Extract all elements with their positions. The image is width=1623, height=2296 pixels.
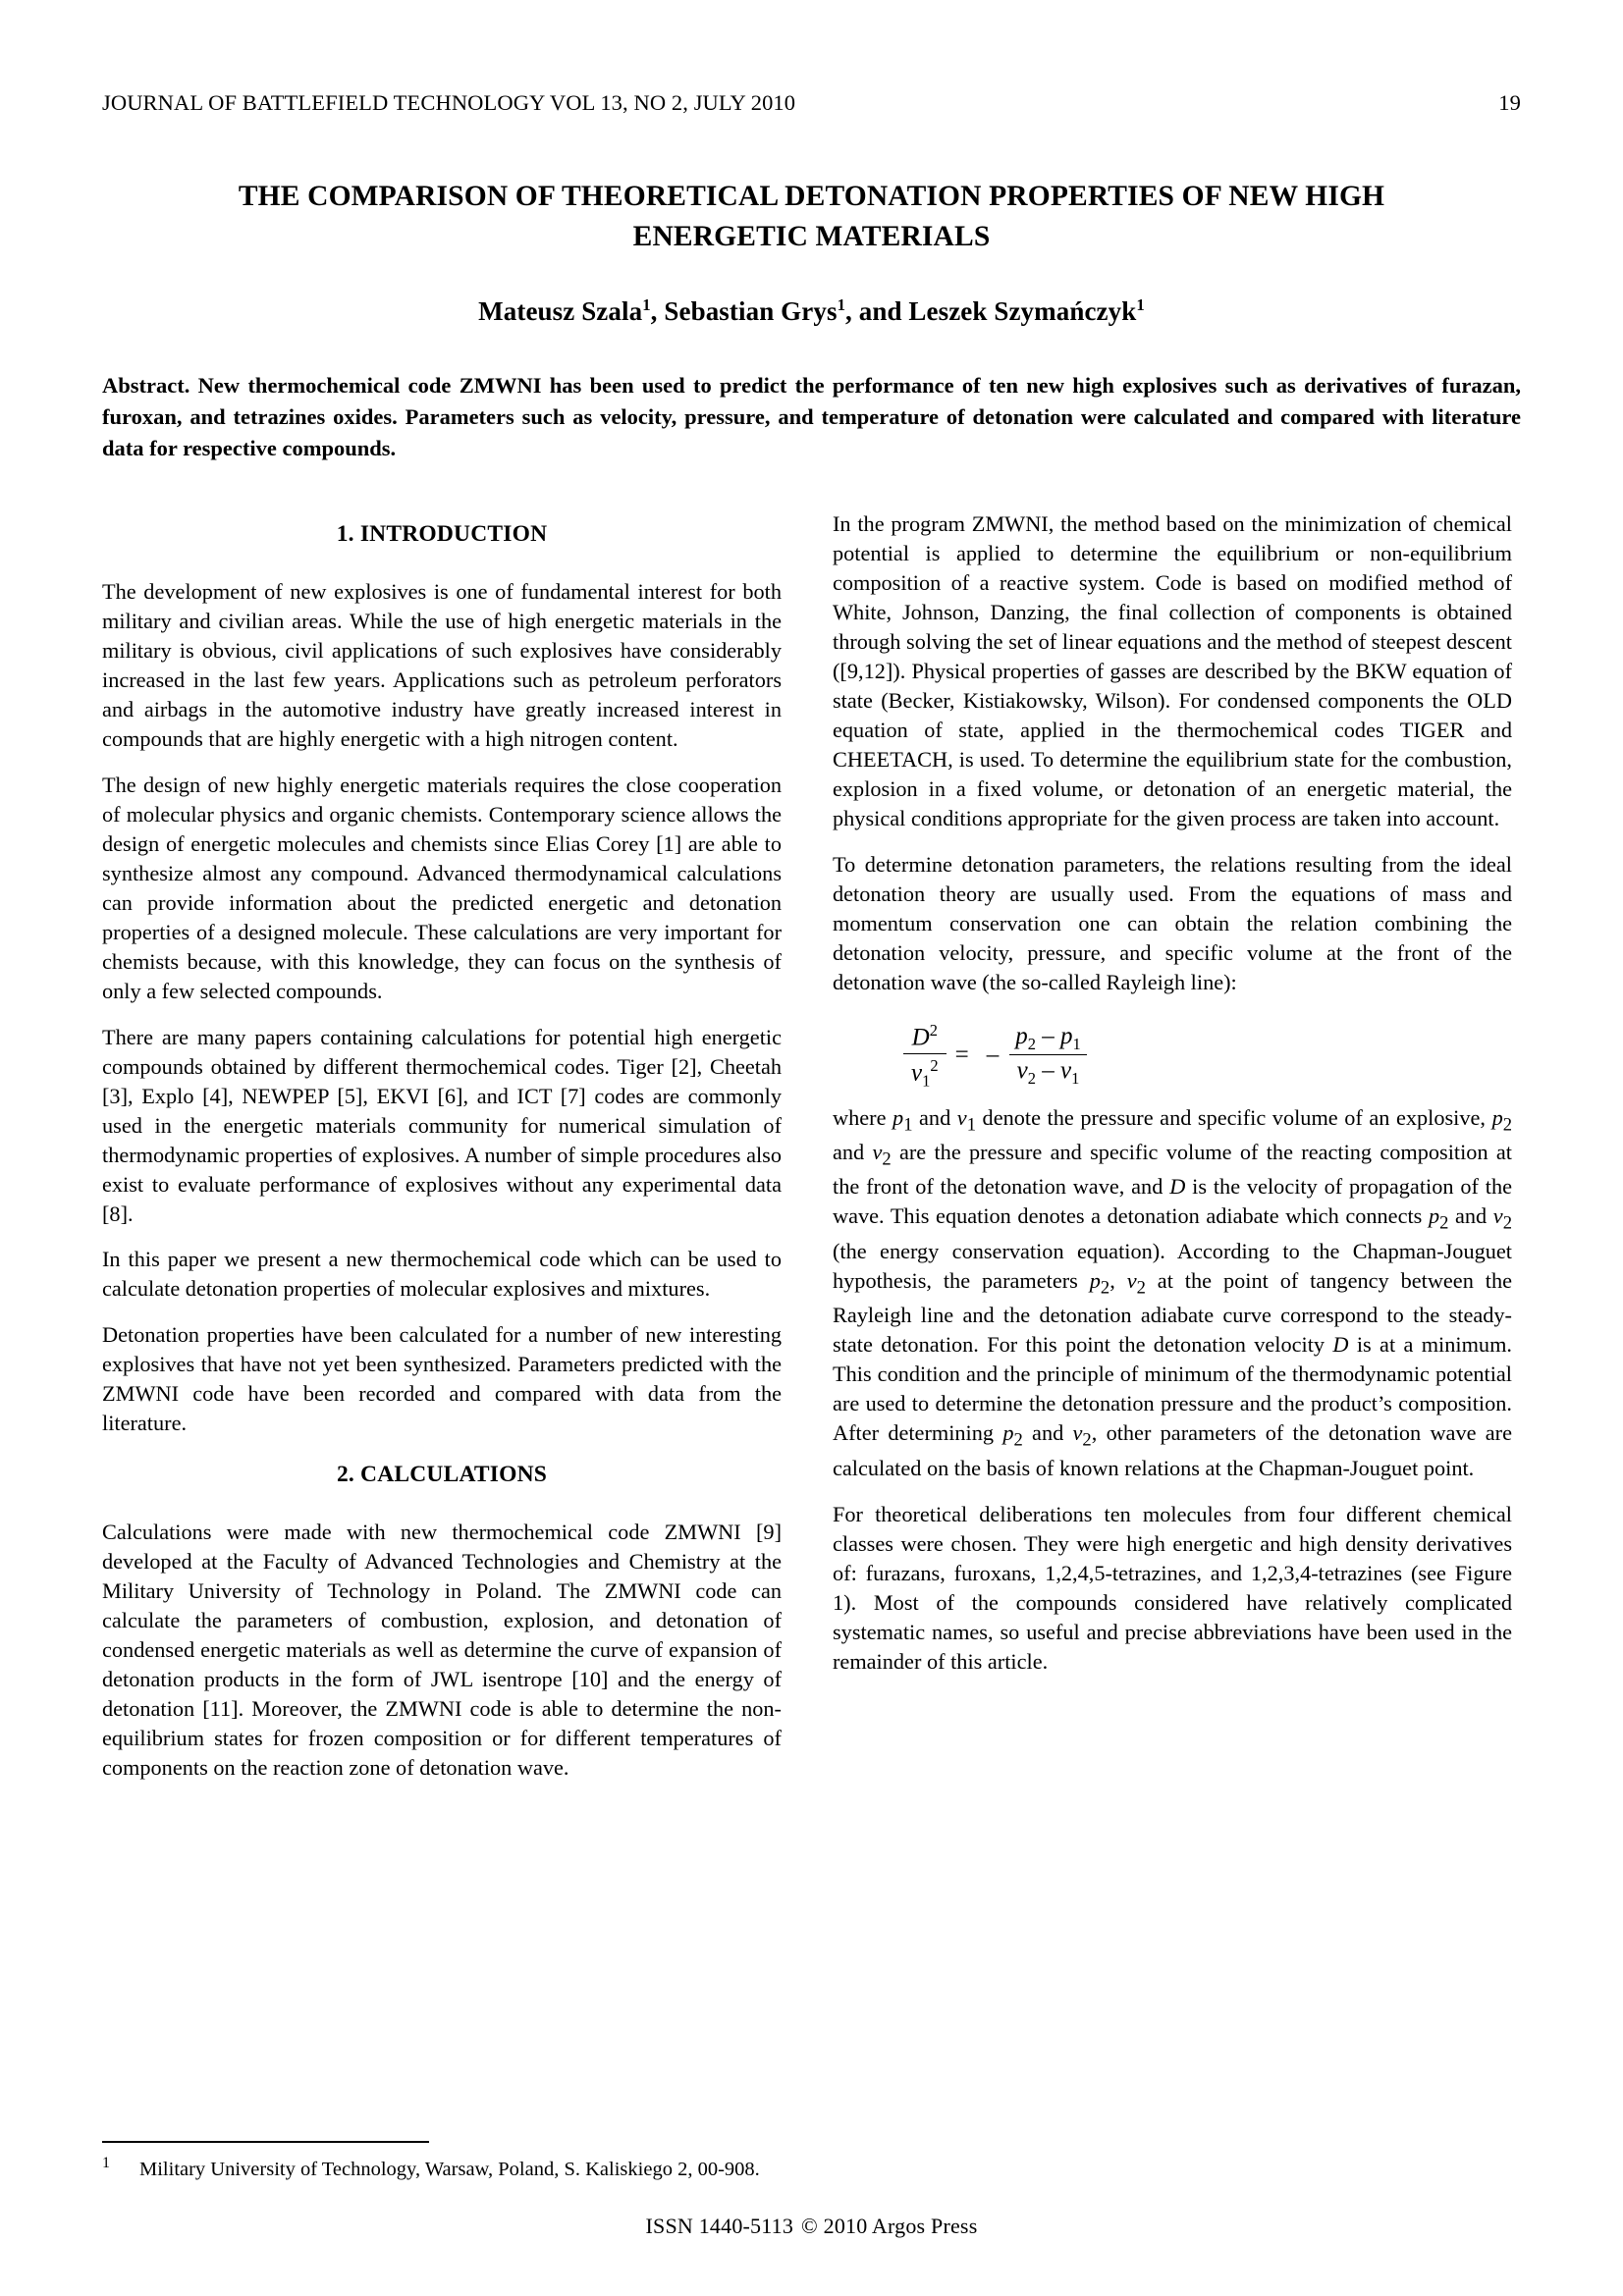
body-columns bbox=[102, 509, 1521, 1783]
equation-rhs-fraction bbox=[1007, 1024, 1089, 1088]
author-2-affiliation-mark: 1 bbox=[837, 295, 846, 315]
footnote-separator-rule bbox=[102, 2141, 429, 2143]
equation-rhs-numerator bbox=[1007, 1024, 1089, 1054]
equation-var-v2: v bbox=[1016, 1057, 1028, 1085]
section-heading-introduction: 1. INTRODUCTION bbox=[336, 521, 548, 548]
footnote bbox=[102, 2154, 1521, 2182]
paragraph: To determine detonation parameters, the relations resulting from the ideal detonation theory are usually used. From the equations of mass and momentum conservation one can obtain the relation combining the detonation velocity, pressure, and specific volume at the front of the detonation wave (the so-called Rayleigh line): bbox=[833, 852, 1512, 994]
equation-var-p1: p bbox=[1059, 1022, 1073, 1049]
page-title bbox=[153, 177, 1470, 256]
section-heading-calculations: 2. CALCULATIONS bbox=[336, 1462, 548, 1488]
equation-lhs-denominator bbox=[903, 1053, 947, 1090]
author-2-name: Sebastian Grys bbox=[664, 296, 838, 327]
equation-lhs-fraction bbox=[903, 1022, 947, 1090]
right-column bbox=[833, 509, 1512, 1783]
author-1-name: Mateusz Szala bbox=[478, 296, 643, 327]
author-3-name: Leszek Szymańczyk bbox=[908, 296, 1137, 327]
equation-var-v: v bbox=[911, 1059, 923, 1087]
paragraph: where $p_1$ and $v_1$ denote the pressure and specific volume of an explosive, $p_2$ and $v_2$ are the pressure and specific volume of the reacting composition at the front of the detonation wave, and D is the velocity of propagation of the wave. This equation denotes a detonation adiabate which connects $p_2$ and $v_2$ (the energy conservation equation). According to the Chapman-Jouguet hypothesis, the parameters $p_2$, $v_2$ at the point of tangency between the Rayleigh line and the detonation adiabate curve correspond to the steady-state detonation. For this point the detonation velocity D is at a minimum. This condition and the principle of minimum of the thermodynamic potential are used to determine the detonation pressure and the product’s composition. After determining $p_2$ and $v_2$, other parameters of the detonation wave are calculated on the basis of known relations at the Chapman-Jouguet point. bbox=[833, 1104, 1513, 1480]
equation-exponent: 2 bbox=[930, 1055, 939, 1075]
equation-operator: – bbox=[1042, 1057, 1055, 1085]
abstract bbox=[102, 370, 1521, 464]
author-1-affiliation-mark: 1 bbox=[642, 295, 651, 315]
paragraph: In this paper we present a new thermochemical code which can be used to calculate detonation properties of molecular explosives and mixtures. bbox=[102, 1247, 782, 1302]
author-separator-1: , bbox=[650, 296, 665, 327]
equation-operator: – bbox=[1042, 1022, 1055, 1049]
paragraph: Calculations were made with new thermochemical code ZMWNI [9] developed at the Faculty of Advanced Technologies and Chemistry at the Military University of Technology in Poland. The ZMWNI code can calculate the parameters of combustion, explosion, and detonation of condensed energetic materials as well as determine the curve of expansion of detonation products in the form of JWL isentrope [10] and the energy of detonation [11]. Moreover, the ZMWNI code is able to determine the non-equilibrium states for frozen composition or for different temperatures of components on the reaction zone of detonation wave. bbox=[102, 1519, 782, 1780]
equation-rhs-denominator bbox=[1009, 1054, 1088, 1087]
author-separator-2: , and bbox=[845, 296, 909, 327]
paragraph: Detonation properties have been calculated for a number of new interesting explosives that have not yet been synthesized. Parameters predicted with the ZMWNI code have been recorded and compared with data from the literature. bbox=[102, 1322, 782, 1436]
paragraph: The design of new highly energetic materials requires the close cooperation of molecular physics and organic chemists. Contemporary science allows the design of energetic molecules and chemists since Elias Corey [1] are able to synthesize almost any compound. Advanced thermodynamical calculations can provide information about the predicted energetic and detonation properties of a designed molecule. These calculations are very important for chemists because, with this knowledge, they can focus on the synthesis of only a few selected compounds. bbox=[102, 772, 782, 1003]
equation-subscript: 1 bbox=[1071, 1069, 1080, 1089]
equation-lhs-numerator bbox=[904, 1022, 946, 1053]
left-column bbox=[102, 509, 782, 1783]
paragraph: In the program ZMWNI, the method based on the minimization of chemical potential is applied to determine the equilibrium or non-equilibrium composition of a reactive system. Code is based on modified method of White, Johnson, Danzing, the final collection of components is obtained through solving the set of linear equations and the method of steepest descent ([9,12]). Physical properties of gasses are described by the BKW equation of state (Becker, Kistiakowsky, Wilson). For condensed components the OLD equation of state, applied in the thermochemical codes TIGER and CHEETACH, is used. To determine the equilibrium state for the combustion, explosion in a fixed volume, or detonation of an energetic material, the physical conditions appropriate for the given process are taken into account. bbox=[833, 511, 1512, 831]
abstract-label: Abstract. bbox=[102, 373, 190, 399]
page-number: 19 bbox=[1498, 90, 1521, 115]
equation-subscript: 2 bbox=[1027, 1034, 1036, 1053]
paragraph: There are many papers containing calculations for potential high energetic compounds obtained by different thermochemical codes. Tiger [2], Cheetah [3], Explo [4], NEWPEP [5], EKVI [6], and ICT [7] codes are commonly used in the energetic materials community for numerical simulation of thermodynamic properties of explosives. A number of simple procedures also exist to evaluate performance of explosives without any experimental data [8]. bbox=[102, 1024, 782, 1226]
equation-subscript: 1 bbox=[922, 1071, 931, 1091]
equation-var-v1: v bbox=[1059, 1057, 1072, 1085]
footnote-text: Military University of Technology, Warsaw, Poland, S. Kaliskiego 2, 00-908. bbox=[139, 2158, 760, 2180]
equation-exponent: 2 bbox=[929, 1020, 938, 1040]
rayleigh-line-equation bbox=[833, 1014, 1512, 1103]
footnote-area bbox=[102, 2141, 1521, 2182]
equation-minus-sign: – bbox=[986, 1041, 1000, 1069]
paragraph: For theoretical deliberations ten molecules from four different chemical classes were chosen. They were high energetic and high density derivatives of: furazans, furoxans, 1,2,4,5-tetrazines, and 1,2,3,4-tetrazines (see Figure 1). Most of the compounds considered have relatively complicated systematic names, so useful and precise abbreviations have been used in the remainder of this article. bbox=[833, 1501, 1512, 1674]
title-line-1: THE COMPARISON OF THEORETICAL DETONATION PROPERTIES OF NEW HIGH bbox=[238, 181, 1385, 212]
author-list bbox=[102, 295, 1521, 327]
copyright-text: © 2010 Argos Press bbox=[801, 2214, 978, 2238]
abstract-text: New thermochemical code ZMWNI has been used to predict the performance of ten new high explosives such as derivatives of furazan, furoxan, and tetrazines oxides. Parameters such as velocity, pressure, and temperature of detonation were calculated and compared with literature data for respective compounds. bbox=[102, 373, 1521, 461]
footnote-mark: 1 bbox=[102, 2154, 110, 2171]
title-line-2: ENERGETIC MATERIALS bbox=[632, 220, 991, 252]
equation-subscript: 2 bbox=[1027, 1069, 1036, 1089]
page-footer bbox=[0, 2214, 1623, 2239]
equation-subscript: 1 bbox=[1072, 1034, 1081, 1053]
equation-var-p2: p bbox=[1015, 1022, 1028, 1049]
journal-title: JOURNAL OF BATTLEFIELD TECHNOLOGY VOL 13, NO 2, JULY 2010 bbox=[102, 90, 796, 115]
equation-equals-sign: = bbox=[954, 1041, 969, 1069]
issn-text: ISSN 1440-5113 bbox=[645, 2214, 794, 2238]
paragraph: The development of new explosives is one of fundamental interest for both military and civilian areas. While the use of high energetic materials in the military is obvious, civil applications of such explosives have considerably increased in the last few years. Applications such as petroleum perforators and airbags in the automotive industry have greatly increased interest in compounds that are highly energetic with a high nitrogen content. bbox=[102, 578, 782, 751]
running-head bbox=[102, 90, 1521, 116]
equation-var-D: D bbox=[911, 1024, 930, 1051]
author-3-affiliation-mark: 1 bbox=[1136, 295, 1145, 315]
